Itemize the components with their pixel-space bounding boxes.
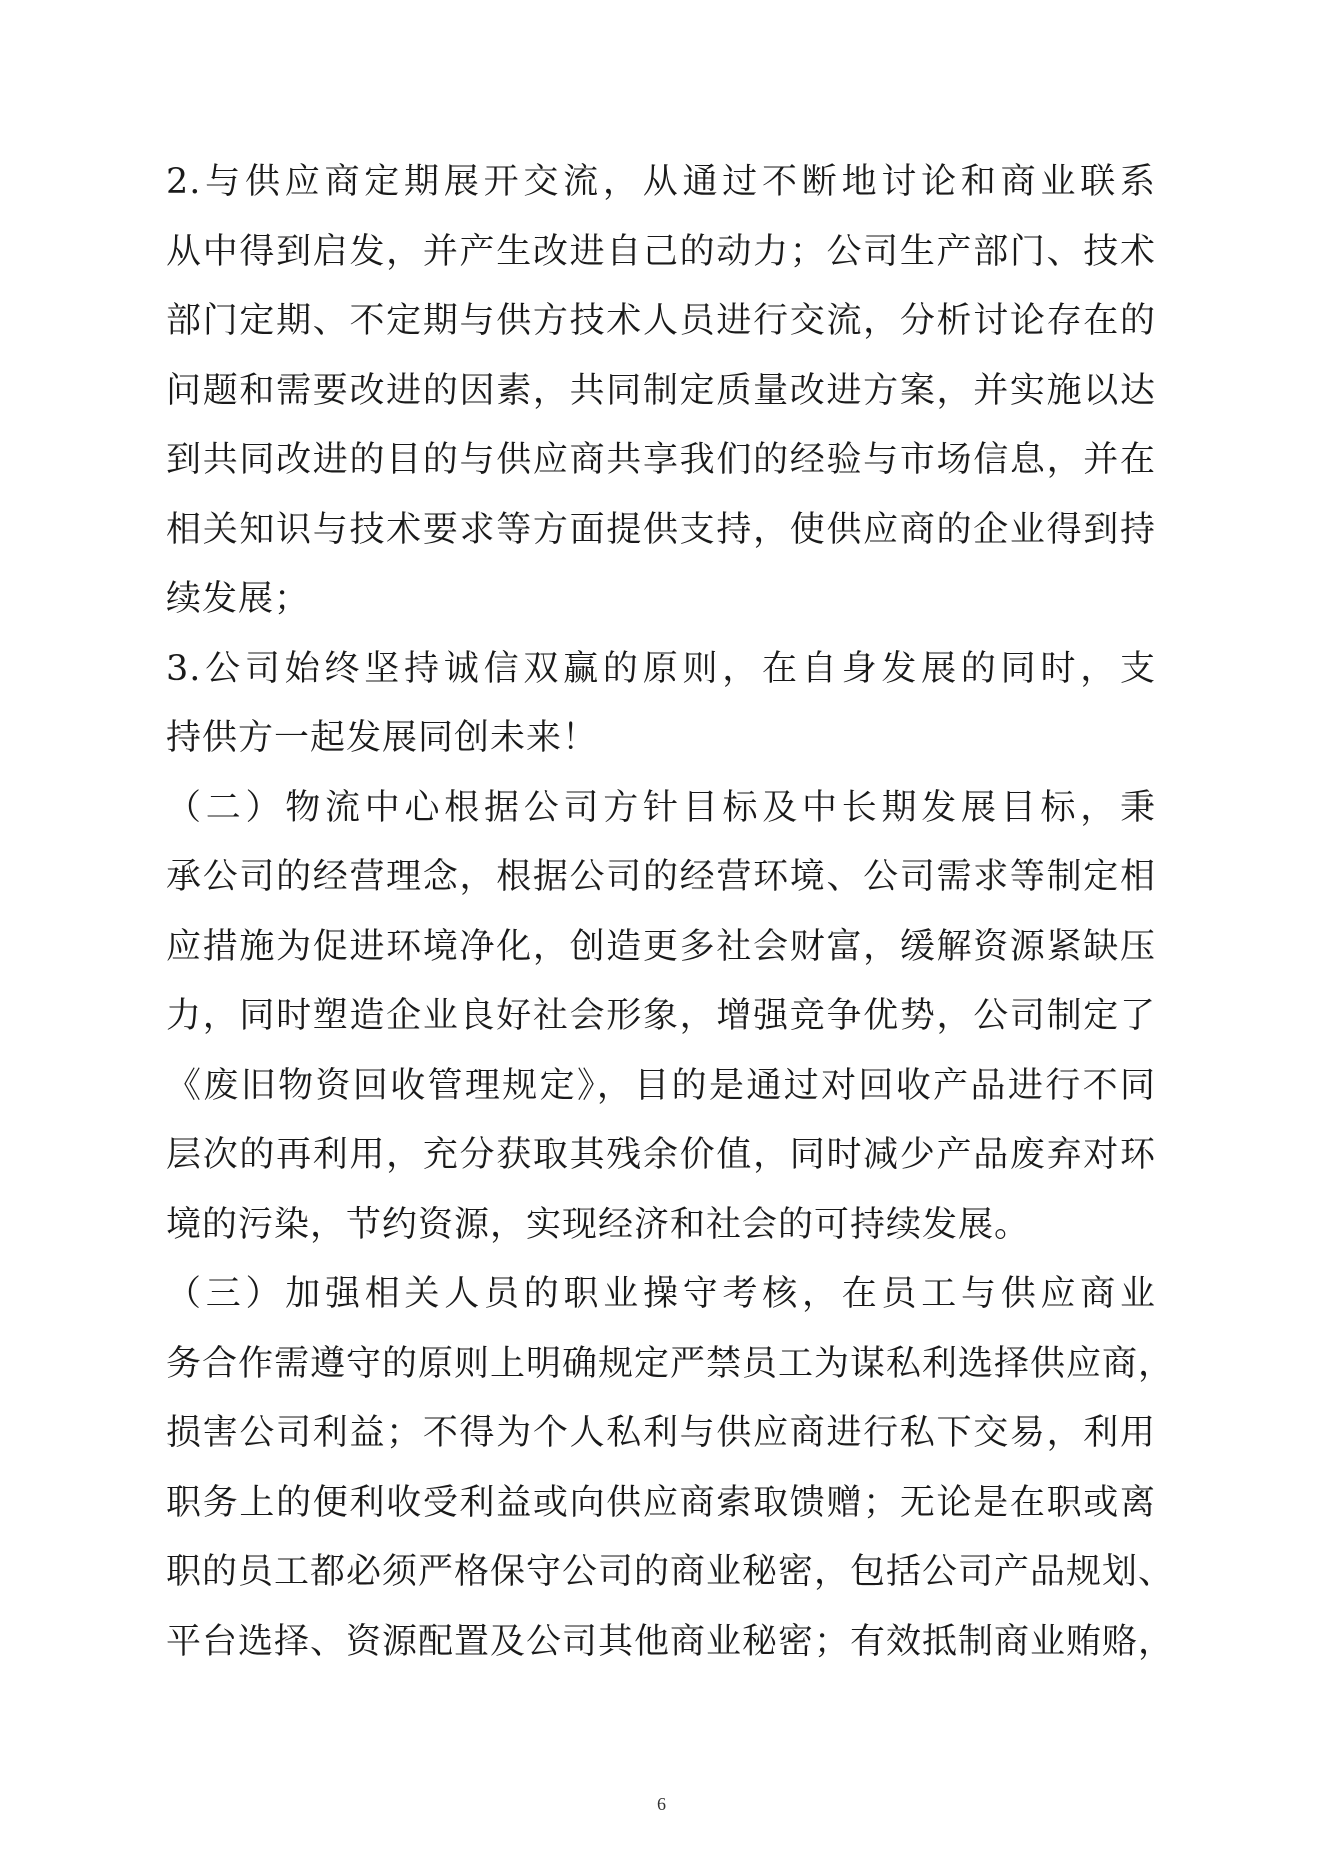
- text-line: 2.与供应商定期展开交流，从通过不断地讨论和商业联系: [166, 162, 1156, 202]
- text-line: （二）物流中心根据公司方针目标及中长期发展目标，秉: [166, 787, 1156, 828]
- paragraph-section-3: [166, 1260, 1175, 1677]
- text-line: 职务上的便利收受利益或向供应商索取馈赠；无论是在职或离: [166, 1482, 1156, 1523]
- text-line: 到共同改进的目的与供应商共享我们的经验与市场信息，并在: [166, 440, 1156, 480]
- text-line: 相关知识与技术要求等方面提供支持，使供应商的企业得到持: [166, 509, 1156, 550]
- text-line: 《废旧物资回收管理规定》，目的是通过对回收产品进行不同: [166, 1065, 1156, 1106]
- paragraph-item-2: [166, 148, 1156, 635]
- page-number: 6: [657, 1794, 666, 1814]
- paragraph-section-2: [166, 774, 1156, 1261]
- text-line: 力，同时塑造企业良好社会形象，增强竞争优势，公司制定了: [166, 996, 1156, 1036]
- text-line: 务合作需遵守的原则上明确规定严禁员工为谋私利选择供应商，: [166, 1343, 1175, 1384]
- text-line: 续发展；: [166, 579, 311, 619]
- text-line: 职的员工都必须严格保守公司的商业秘密，包括公司产品规划、: [166, 1552, 1175, 1592]
- text-line: 承公司的经营理念，根据公司的经营环境、公司需求等制定相: [166, 857, 1156, 897]
- text-line: （三）加强相关人员的职业操守考核，在员工与供应商业: [166, 1274, 1156, 1314]
- text-line: 部门定期、不定期与供方技术人员进行交流，分析讨论存在的: [166, 301, 1156, 341]
- body-text: [166, 148, 1175, 1677]
- text-line: 从中得到启发，并产生改进自己的动力；公司生产部门、技术: [166, 231, 1156, 272]
- text-line: 损害公司利益；不得为个人私利与供应商进行私下交易，利用: [166, 1413, 1156, 1453]
- paragraph-item-3: [166, 635, 1156, 774]
- text-line: 应措施为促进环境净化，创造更多社会财富，缓解资源紧缺压: [166, 926, 1156, 967]
- text-line: 问题和需要改进的因素，共同制定质量改进方案，并实施以达: [166, 370, 1156, 411]
- text-line: 层次的再利用，充分获取其残余价值，同时减少产品废弃对环: [166, 1135, 1156, 1175]
- text-line: 持供方一起发展同创未来！: [166, 718, 599, 758]
- text-line: 平台选择、资源配置及公司其他商业秘密；有效抵制商业贿赂，: [166, 1621, 1175, 1662]
- text-line: 3.公司始终坚持诚信双赢的原则，在自身发展的同时，支: [166, 648, 1156, 689]
- text-line: 境的污染，节约资源，实现经济和社会的可持续发展。: [166, 1204, 1031, 1245]
